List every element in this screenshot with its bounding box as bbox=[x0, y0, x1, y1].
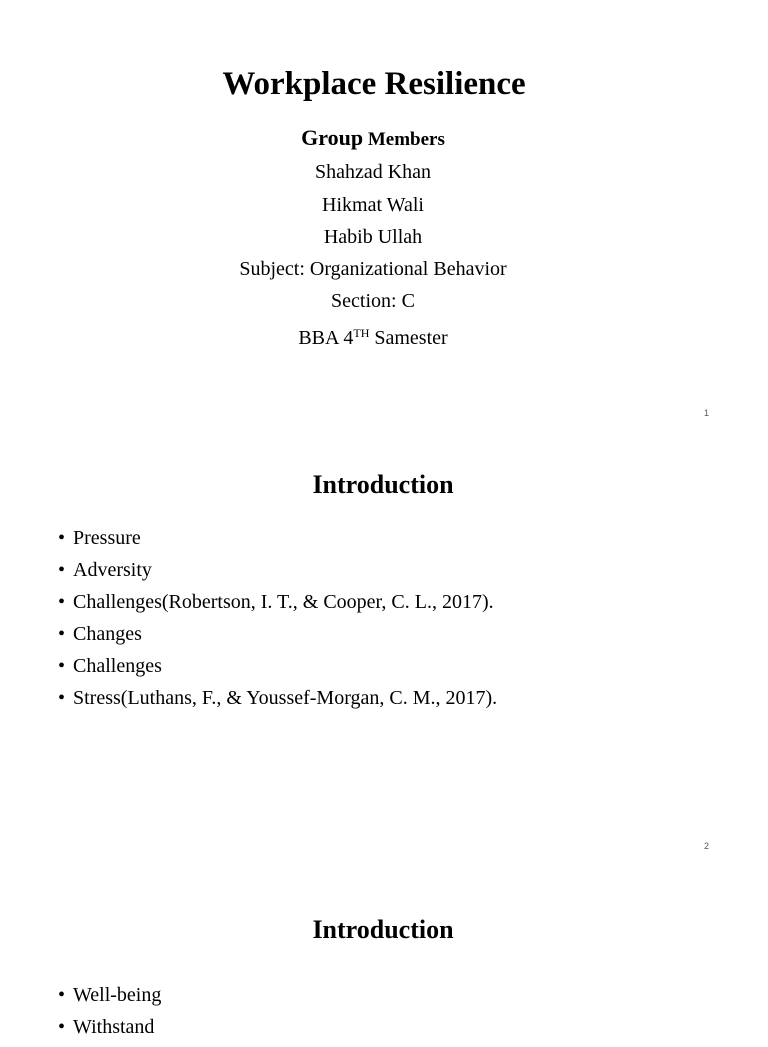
bullet-list bbox=[58, 983, 161, 1047]
member-name: Hikmat Wali bbox=[322, 194, 424, 216]
list-item bbox=[58, 654, 497, 686]
document-title: Workplace Resilience bbox=[222, 66, 526, 102]
members-heading-group: Group bbox=[301, 125, 364, 150]
bullet-text: Changes bbox=[73, 623, 142, 645]
bullet-icon: • bbox=[58, 591, 66, 613]
section-title: Introduction bbox=[312, 915, 454, 944]
list-item bbox=[58, 558, 497, 590]
member-name: Shahzad Khan bbox=[314, 161, 432, 183]
group-members-heading bbox=[0, 125, 746, 151]
program-line bbox=[0, 321, 746, 350]
bullet-icon: • bbox=[58, 655, 66, 677]
bullet-icon: • bbox=[58, 984, 66, 1006]
program-prefix: BBA 4 bbox=[298, 327, 354, 349]
list-item bbox=[58, 622, 497, 654]
page-number: 2 bbox=[704, 841, 710, 851]
bullet-icon: • bbox=[58, 1016, 66, 1038]
bullet-text: Withstand bbox=[73, 1016, 155, 1038]
bullet-text: Challenges(Robertson, I. T., & Cooper, C. L., 2017). bbox=[73, 591, 494, 613]
section-line: Section: C bbox=[331, 290, 415, 312]
list-item bbox=[58, 1015, 161, 1047]
subject-line: Subject: Organizational Behavior bbox=[239, 258, 507, 280]
member-name: Habib Ullah bbox=[323, 226, 423, 248]
bullet-icon: • bbox=[58, 559, 66, 581]
members-heading-members: Members bbox=[363, 129, 445, 150]
bullet-icon: • bbox=[58, 527, 66, 549]
list-item bbox=[58, 686, 497, 718]
slide-2 bbox=[0, 430, 768, 865]
slide-3 bbox=[0, 865, 768, 1038]
section-title: Introduction bbox=[312, 470, 454, 499]
slide-1 bbox=[0, 0, 768, 430]
program-suffix: Samester bbox=[369, 327, 448, 349]
bullet-text: Adversity bbox=[73, 559, 152, 581]
bullet-text: Pressure bbox=[73, 527, 141, 549]
bullet-text: Challenges bbox=[73, 655, 162, 677]
list-item bbox=[58, 526, 497, 558]
page-number: 1 bbox=[704, 408, 710, 418]
bullet-text: Well-being bbox=[73, 984, 162, 1006]
program-superscript: TH bbox=[353, 326, 370, 340]
bullet-icon: • bbox=[58, 687, 66, 709]
bullet-icon: • bbox=[58, 623, 66, 645]
list-item bbox=[58, 590, 497, 622]
bullet-list bbox=[58, 526, 497, 718]
bullet-text: Stress(Luthans, F., & Youssef-Morgan, C. M., 2017). bbox=[73, 687, 498, 709]
list-item bbox=[58, 983, 161, 1015]
